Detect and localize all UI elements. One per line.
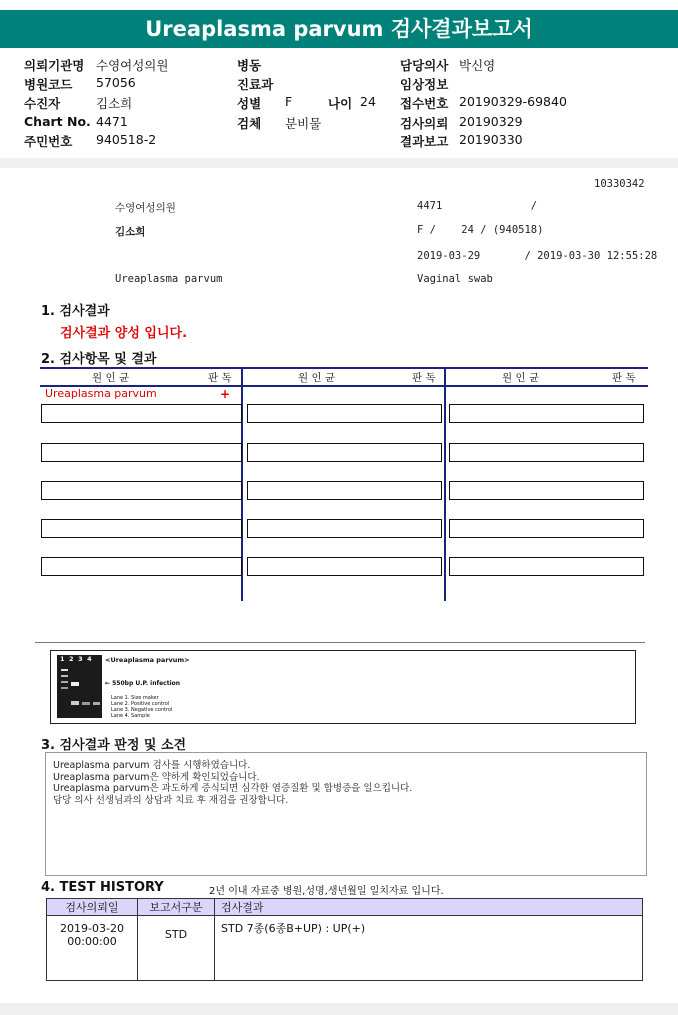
gel-legend-item: Lane 4. Sample — [111, 713, 150, 719]
printout-chart: 4471 / — [417, 200, 538, 212]
report-value: 20190330 — [459, 132, 523, 147]
gel-legend-item: Lane 1. Size maker — [111, 695, 159, 701]
gel-electrophoresis-image — [57, 655, 102, 718]
printout-clinic: 수영여성의원 — [115, 202, 176, 214]
table-divider — [444, 367, 446, 601]
request-label: 검사의뢰 — [400, 116, 449, 131]
pathogen-cell — [41, 519, 242, 538]
history-note: 2년 이내 자료중 병원,성명,생년월일 일치자료 입니다. — [209, 886, 444, 897]
chart-value: 4471 — [96, 114, 128, 129]
clinical-label: 임상정보 — [400, 77, 449, 92]
pathogen-cell — [449, 557, 644, 576]
gel-band-label: ← 550bp U.P. infection — [105, 680, 181, 687]
doc-id: 10330342 — [594, 178, 645, 190]
history-type: STD — [138, 916, 215, 981]
code-label: 병원코드 — [24, 77, 73, 92]
col-pathogen-3: 원 인 균 — [502, 372, 540, 384]
history-header-row — [47, 899, 643, 916]
pathogen-cell — [247, 481, 442, 500]
section4-heading: 4. TEST HISTORY — [41, 880, 164, 895]
pathogen-cell — [449, 404, 644, 423]
rrn-label: 주민번호 — [24, 134, 73, 149]
chart-label: Chart No. — [24, 114, 91, 129]
gel-title: <Ureaplasma parvum> — [105, 656, 190, 664]
opinion-text — [53, 760, 412, 806]
opinion-line: 담당 의사 선생님과의 상담과 치료 후 재검을 권장합니다. — [53, 794, 289, 806]
section2-heading: 2. 검사항목 및 결과 — [41, 352, 157, 367]
col-pathogen-2: 원 인 균 — [298, 372, 336, 384]
pathogen-cell — [247, 557, 442, 576]
history-date-cell — [47, 916, 138, 981]
section-divider — [35, 642, 645, 643]
ward-label: 병동 — [237, 58, 262, 73]
inst-value: 수영여성의원 — [96, 58, 169, 73]
doctor-value: 박신영 — [459, 58, 496, 73]
section1-heading: 1. 검사결과 — [41, 304, 110, 319]
history-col-type: 보고서구분 — [138, 899, 215, 916]
report-title: Ureaplasma parvum 검사결과보고서 — [0, 10, 678, 48]
history-time: 00:00:00 — [67, 935, 117, 948]
printout-patient: 김소희 — [115, 226, 146, 238]
gel-legend-item: Lane 2. Positive control — [111, 701, 170, 707]
pathogen-cell — [41, 443, 242, 462]
pathogen-cell — [449, 481, 644, 500]
rrn-value: 940518-2 — [96, 132, 157, 147]
pathogen-cell — [247, 443, 442, 462]
printout-test-name: Ureaplasma parvum — [115, 273, 223, 285]
history-col-result: 검사결과 — [215, 899, 643, 916]
pathogen-cell — [41, 481, 242, 500]
sex-label: 성별 — [237, 96, 262, 111]
pathogen-result: + — [220, 387, 231, 401]
gel-bands — [57, 655, 102, 718]
patient-label: 수진자 — [24, 96, 61, 111]
pathogen-cell — [449, 443, 644, 462]
section3-heading: 3. 검사결과 판정 및 소견 — [41, 738, 187, 753]
specimen-value: 분비물 — [285, 116, 322, 131]
gel-band-text: 550bp U.P. infection — [112, 680, 181, 687]
col-pathogen-1: 원 인 균 — [92, 372, 130, 384]
col-judgement-1: 판 독 — [208, 372, 232, 384]
opinion-line: Ureaplasma parvum 검사를 시행하였습니다. — [53, 760, 251, 771]
opinion-line: Ureaplasma parvum은 약하게 확인되었습니다. — [53, 771, 260, 783]
history-date: 2019-03-20 — [60, 922, 124, 935]
col-judgement-2: 판 독 — [412, 372, 436, 384]
positive-result: 검사결과 양성 입니다. — [60, 326, 188, 341]
gel-legend-item: Lane 3. Negative control — [111, 707, 173, 713]
receipt-value: 20190329-69840 — [459, 94, 567, 109]
pathogen-name: Ureaplasma parvum — [45, 387, 157, 400]
pathogen-table-header — [40, 367, 648, 387]
printout-specimen: Vaginal swab — [417, 273, 493, 285]
pathogen-cell — [449, 519, 644, 538]
pathogen-cell — [247, 519, 442, 538]
history-col-date: 검사의뢰일 — [47, 899, 138, 916]
code-value: 57056 — [96, 75, 136, 90]
receipt-label: 접수번호 — [400, 96, 449, 111]
age-value: 24 — [360, 94, 376, 109]
opinion-line: Ureaplasma parvum은 과도하게 증식되면 심각한 염증질환 및 합병증을 일으킵니다. — [53, 783, 413, 794]
printout-sex-age: F / 24 / (940518) — [417, 224, 544, 236]
dept-label: 진료과 — [237, 77, 274, 92]
request-value: 20190329 — [459, 114, 523, 129]
header-separator — [0, 158, 678, 168]
patient-value: 김소희 — [96, 96, 133, 111]
gel-legend — [111, 695, 172, 719]
age-label: 나이 — [328, 96, 353, 111]
sex-value: F — [285, 94, 293, 109]
gel-lanes: 1 2 3 4 — [60, 655, 92, 663]
pathogen-cell — [41, 404, 242, 423]
inst-label: 의뢰기관명 — [24, 58, 85, 73]
report-label: 결과보고 — [400, 134, 449, 149]
pathogen-cell — [247, 404, 442, 423]
col-judgement-3: 판 독 — [612, 372, 636, 384]
footer-band — [0, 1003, 678, 1015]
history-result: STD 7종(6종B+UP) : UP(+) — [215, 916, 643, 981]
pathogen-cell — [41, 557, 242, 576]
history-table — [46, 898, 643, 981]
printout-dates: 2019-03-29 / 2019-03-30 12:55:28 — [417, 250, 658, 262]
table-row — [47, 916, 643, 981]
specimen-label: 검체 — [237, 116, 262, 131]
doctor-label: 담당의사 — [400, 58, 449, 73]
